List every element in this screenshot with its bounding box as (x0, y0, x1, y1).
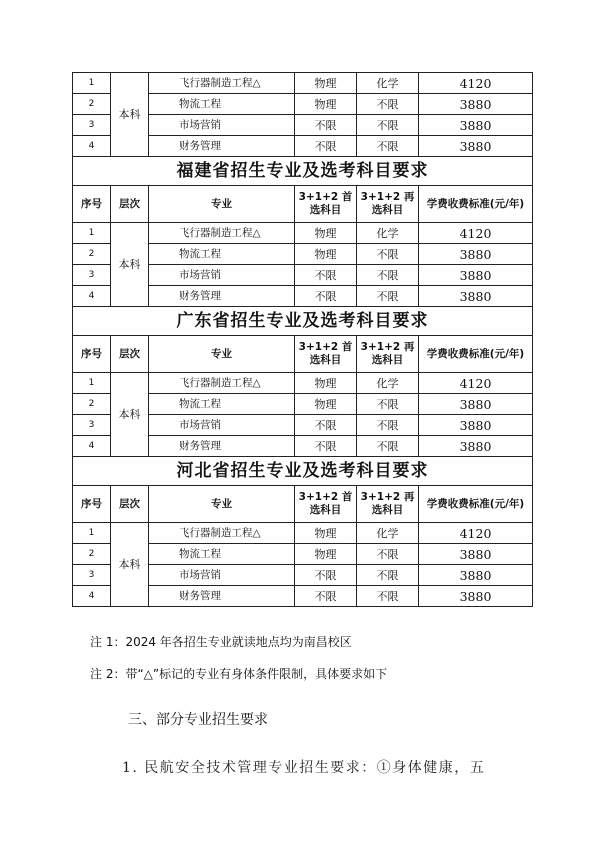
major-name: 物流工程 (149, 94, 295, 115)
major-name: 财务管理 (149, 436, 295, 457)
header-level: 层次 (111, 486, 149, 523)
header-first-subject: 3+1+2 首选科目 (295, 486, 357, 523)
second-subject: 不限 (357, 394, 419, 415)
header-major: 专业 (149, 486, 295, 523)
major-name: 飞行器制造工程△ (149, 373, 295, 394)
first-subject: 不限 (295, 565, 357, 586)
tuition-fee: 3880 (419, 136, 533, 157)
header-seq: 序号 (73, 186, 111, 223)
header-level: 层次 (111, 336, 149, 373)
tuition-fee: 3880 (419, 115, 533, 136)
header-fee: 学费收费标准(元/年) (419, 486, 533, 523)
table-row (73, 523, 533, 544)
level-cell: 本科 (111, 523, 149, 607)
first-subject: 物理 (295, 73, 357, 94)
first-subject: 不限 (295, 115, 357, 136)
section-heading: 三、部分专业招生要求 (128, 712, 268, 728)
major-name: 市场营销 (149, 115, 295, 136)
tuition-fee: 3880 (419, 94, 533, 115)
province-title-row (73, 157, 533, 186)
province-title: 广东省招生专业及选考科目要求 (73, 307, 533, 336)
first-subject: 物理 (295, 523, 357, 544)
row-number: 2 (73, 394, 111, 415)
row-number: 4 (73, 136, 111, 157)
admissions-table-container (72, 72, 532, 607)
major-name: 市场营销 (149, 565, 295, 586)
header-second-subject: 3+1+2 再选科目 (357, 486, 419, 523)
second-subject: 不限 (357, 136, 419, 157)
row-number: 2 (73, 94, 111, 115)
second-subject: 不限 (357, 94, 419, 115)
row-number: 2 (73, 544, 111, 565)
table-row (73, 223, 533, 244)
note-1: 注 1：2024 年各招生专业就读地点均为南昌校区 (90, 635, 352, 649)
table-row (73, 73, 533, 94)
first-subject: 不限 (295, 136, 357, 157)
tuition-fee: 3880 (419, 265, 533, 286)
header-fee: 学费收费标准(元/年) (419, 186, 533, 223)
tuition-fee: 3880 (419, 244, 533, 265)
level-cell: 本科 (111, 223, 149, 307)
major-name: 财务管理 (149, 586, 295, 607)
row-number: 1 (73, 223, 111, 244)
row-number: 4 (73, 286, 111, 307)
second-subject: 化学 (357, 223, 419, 244)
header-row (73, 336, 533, 373)
header-first-subject: 3+1+2 首选科目 (295, 336, 357, 373)
second-subject: 不限 (357, 565, 419, 586)
tuition-fee: 3880 (419, 286, 533, 307)
second-subject: 不限 (357, 244, 419, 265)
first-subject: 物理 (295, 394, 357, 415)
major-name: 飞行器制造工程△ (149, 223, 295, 244)
major-name: 市场营销 (149, 415, 295, 436)
major-name: 物流工程 (149, 544, 295, 565)
header-major: 专业 (149, 186, 295, 223)
row-number: 4 (73, 436, 111, 457)
header-row (73, 486, 533, 523)
major-name: 飞行器制造工程△ (149, 523, 295, 544)
tuition-fee: 4120 (419, 373, 533, 394)
province-title-row (73, 307, 533, 336)
second-subject: 不限 (357, 544, 419, 565)
second-subject: 化学 (357, 373, 419, 394)
first-subject: 不限 (295, 415, 357, 436)
first-subject: 不限 (295, 436, 357, 457)
first-subject: 物理 (295, 244, 357, 265)
header-first-subject: 3+1+2 首选科目 (295, 186, 357, 223)
row-number: 3 (73, 115, 111, 136)
row-number: 1 (73, 373, 111, 394)
major-name: 财务管理 (149, 136, 295, 157)
row-number: 1 (73, 73, 111, 94)
tuition-fee: 3880 (419, 544, 533, 565)
header-second-subject: 3+1+2 再选科目 (357, 186, 419, 223)
row-number: 3 (73, 265, 111, 286)
first-subject: 不限 (295, 265, 357, 286)
tuition-fee: 4120 (419, 73, 533, 94)
row-number: 2 (73, 244, 111, 265)
tuition-fee: 4120 (419, 523, 533, 544)
header-fee: 学费收费标准(元/年) (419, 336, 533, 373)
second-subject: 化学 (357, 523, 419, 544)
tuition-fee: 3880 (419, 415, 533, 436)
header-row (73, 186, 533, 223)
header-level: 层次 (111, 186, 149, 223)
second-subject: 不限 (357, 586, 419, 607)
level-cell: 本科 (111, 73, 149, 157)
row-number: 3 (73, 565, 111, 586)
tuition-fee: 4120 (419, 223, 533, 244)
second-subject: 不限 (357, 265, 419, 286)
second-subject: 不限 (357, 415, 419, 436)
tuition-fee: 3880 (419, 394, 533, 415)
first-subject: 不限 (295, 586, 357, 607)
first-subject: 物理 (295, 544, 357, 565)
first-subject: 物理 (295, 94, 357, 115)
second-subject: 不限 (357, 286, 419, 307)
major-name: 物流工程 (149, 394, 295, 415)
first-subject: 不限 (295, 286, 357, 307)
first-subject: 物理 (295, 373, 357, 394)
header-seq: 序号 (73, 336, 111, 373)
province-title-row (73, 457, 533, 486)
header-major: 专业 (149, 336, 295, 373)
major-name: 飞行器制造工程△ (149, 73, 295, 94)
major-name: 财务管理 (149, 286, 295, 307)
second-subject: 不限 (357, 115, 419, 136)
tuition-fee: 3880 (419, 565, 533, 586)
level-cell: 本科 (111, 373, 149, 457)
header-second-subject: 3+1+2 再选科目 (357, 336, 419, 373)
second-subject: 不限 (357, 436, 419, 457)
major-name: 市场营销 (149, 265, 295, 286)
requirement-paragraph: 1. 民航安全技术管理专业招生要求：①身体健康，五 (122, 760, 486, 776)
second-subject: 化学 (357, 73, 419, 94)
row-number: 1 (73, 523, 111, 544)
province-title: 福建省招生专业及选考科目要求 (73, 157, 533, 186)
row-number: 3 (73, 415, 111, 436)
note-2: 注 2：带“△”标记的专业有身体条件限制，具体要求如下 (90, 667, 388, 681)
major-name: 物流工程 (149, 244, 295, 265)
admissions-table (72, 72, 533, 607)
table-row (73, 373, 533, 394)
tuition-fee: 3880 (419, 586, 533, 607)
tuition-fee: 3880 (419, 436, 533, 457)
header-seq: 序号 (73, 486, 111, 523)
province-title: 河北省招生专业及选考科目要求 (73, 457, 533, 486)
first-subject: 物理 (295, 223, 357, 244)
row-number: 4 (73, 586, 111, 607)
